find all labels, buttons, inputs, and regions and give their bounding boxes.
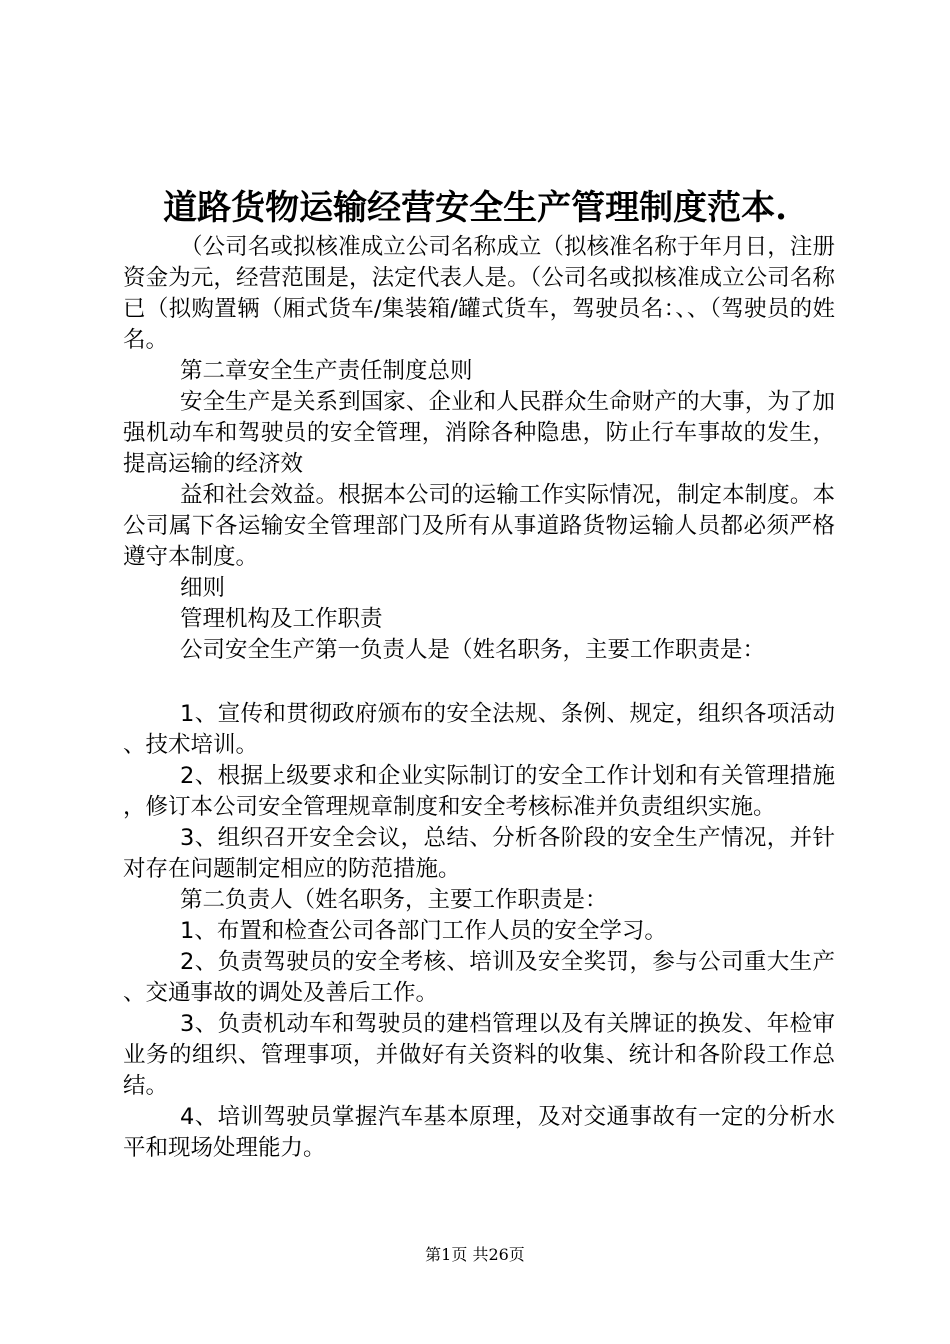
list-item: 2、根据上级要求和企业实际制订的安全工作计划和有关管理措施，修订本公司安全管理规章制度和安全考核标准并负责组织实施。 — [123, 763, 835, 820]
list-item: 3、组织召开安全会议，总结、分析各阶段的安全生产情况，并针对存在问题制定相应的防范措施。 — [123, 825, 835, 882]
paragraph-chapter-heading: 第二章安全生产责任制度总则 — [180, 358, 473, 384]
list-item: 1、布置和检查公司各部门工作人员的安全学习。 — [180, 918, 667, 944]
document-body — [123, 232, 835, 1164]
paragraph-company-info: （公司名或拟核准成立公司名称成立（拟核准名称于年月日，注册资金为元，经营范围是，法定代表人是。（公司名或拟核准成立公司名称已（拟购置辆（厢式货车/集装箱/罐式货车，驾驶员名：、、（驾驶员的姓名。 — [123, 234, 835, 353]
page-number: 第1页 共26页 — [425, 1245, 525, 1264]
list-item: 2、负责驾驶员的安全考核、培训及安全奖罚，参与公司重大生产、交通事故的调处及善后工作。 — [123, 949, 835, 1006]
list-item: 1、宣传和贯彻政府颁布的安全法规、条例、规定，组织各项活动、技术培训。 — [123, 701, 835, 758]
document-title: 道路货物运输经营安全生产管理制度范本. — [163, 188, 787, 228]
paragraph-general-principle: 安全生产是关系到国家、企业和人民群众生命财产的大事，为了加强机动车和驾驶员的安全管理，消除各种隐患，防止行车事故的发生，提高运输的经济效 — [123, 389, 835, 477]
paragraph-org-heading: 管理机构及工作职责 — [180, 606, 383, 632]
paragraph-rules-heading: 细则 — [180, 575, 226, 601]
list-item: 4、培训驾驶员掌握汽车基本原理，及对交通事故有一定的分析水平和现场处理能力。 — [123, 1104, 835, 1161]
paragraph-first-responsible: 公司安全生产第一负责人是（姓名职务，主要工作职责是： — [180, 637, 766, 663]
list-item: 3、负责机动车和驾驶员的建档管理以及有关牌证的换发、年检审业务的组织、管理事项，并做好有关资料的收集、统计和各阶段工作总结。 — [123, 1011, 835, 1099]
paragraph-general-principle-cont: 益和社会效益。根据本公司的运输工作实际情况，制定本制度。本公司属下各运输安全管理部门及所有从事道路货物运输人员都必须严格遵守本制度。 — [123, 482, 835, 570]
paragraph-second-responsible: 第二负责人（姓名职务，主要工作职责是： — [180, 887, 608, 913]
